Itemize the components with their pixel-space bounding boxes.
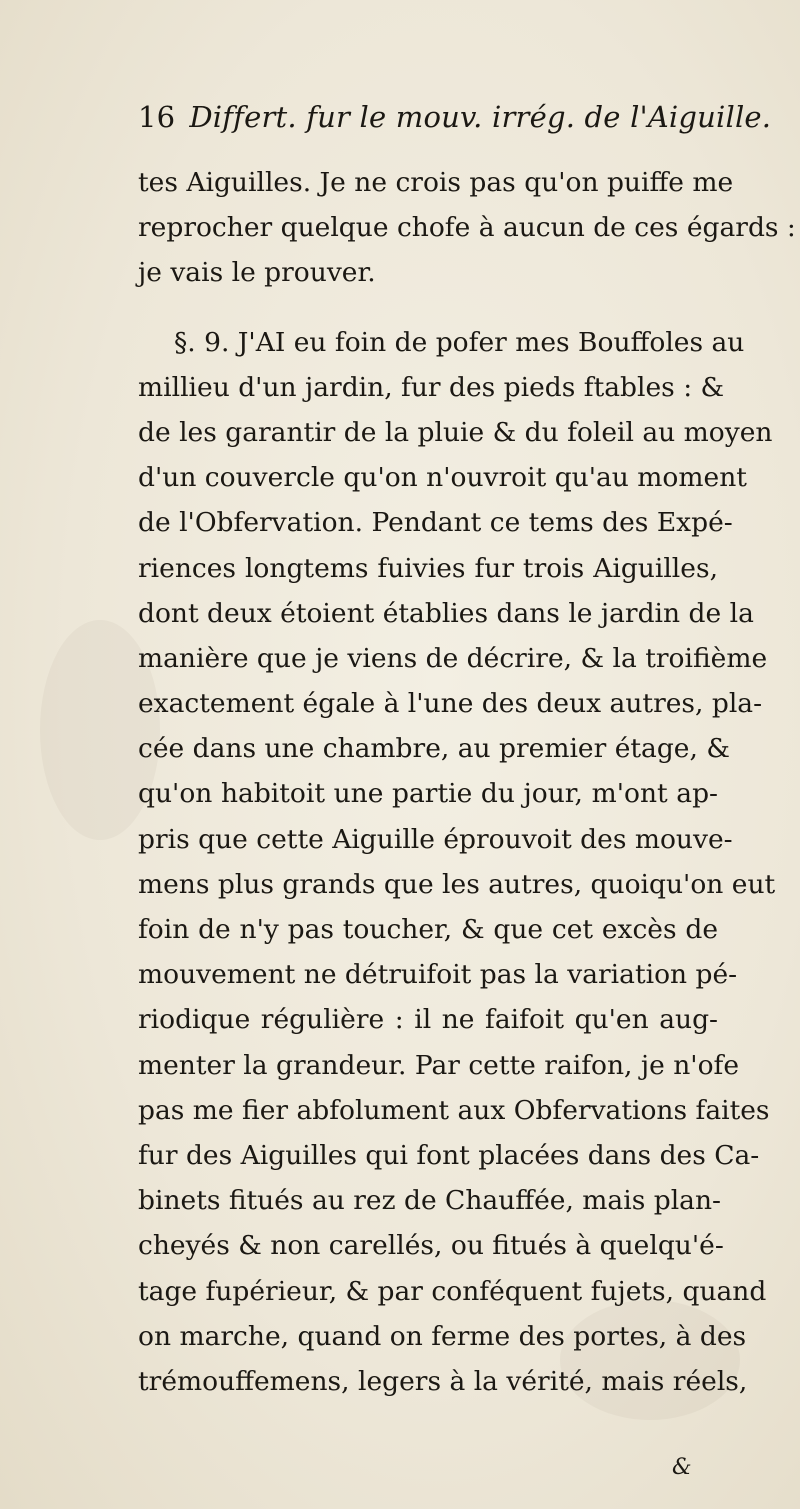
text-line: je vais le prouver.: [138, 257, 376, 289]
text-line: foin de n'y pas toucher, & que cet excès de: [138, 914, 718, 945]
running-title: Differt. fur le mouv. irrég. de l'Aiguille.: [189, 100, 772, 134]
text-line: d'un couvercle qu'on n'ouvroit qu'au moment: [138, 462, 747, 494]
text-block: [138, 160, 796, 1404]
text-line: riences longtems fuivies fur trois Aiguilles,: [138, 552, 718, 584]
text-line: qu'on habitoit une partie du jour, m'ont ap-: [138, 778, 718, 810]
text-line: fur des Aiguilles qui font placées dans des Ca-: [138, 1139, 760, 1171]
text-line: manière que je viens de décrire, & la troifième: [138, 642, 768, 674]
text-line: de les garantir de la pluie & du foleil au moyen: [138, 416, 773, 448]
text-line: menter la grandeur. Par cette raifon, je n'ofe: [138, 1049, 740, 1081]
text-line: reprocher quelque chofe à aucun de ces égards :: [138, 212, 796, 244]
text-line: on marche, quand on ferme des portes, à des: [138, 1320, 747, 1352]
text-line: pas me fier abfolument aux Obfervations faites: [138, 1094, 770, 1126]
text-line: dont deux étoient établies dans le jardin de la: [138, 597, 754, 629]
text-line: riodique régulière : il ne faifoit qu'en aug-: [138, 1004, 718, 1036]
running-head: [138, 100, 772, 134]
text-line: mens plus grands que les autres, quoiqu'on eut: [138, 868, 776, 900]
paragraph-gap: [138, 296, 718, 320]
text-line: pris que cette Aiguille éprouvoit des mouve-: [138, 823, 733, 855]
text-line: de l'Obfervation. Pendant ce tems des Expé-: [138, 507, 733, 539]
text-line: tes Aiguilles. Je ne crois pas qu'on puiffe me: [138, 167, 734, 198]
text-line: millieu d'un jardin, fur des pieds ftables : &: [138, 371, 725, 403]
text-line: tage fupérieur, & par conféquent fujets, quand: [138, 1275, 767, 1307]
text-line: cheyés & non carellés, ou fitués à quelqu'é-: [138, 1230, 724, 1262]
text-line: §. 9. J'AI eu foin de pofer mes Bouffoles au: [174, 326, 745, 358]
paragraph-section-9: [138, 320, 776, 1405]
page-number: 16: [138, 100, 176, 134]
text-line: binets fitués au rez de Chauffée, mais plan-: [138, 1185, 721, 1217]
catchword: &: [672, 1455, 692, 1480]
text-line: mouvement ne détruifoit pas la variation pé-: [138, 959, 738, 991]
text-line: trémouffemens, legers à la vérité, mais réels,: [138, 1365, 748, 1397]
text-line: exactement égale à l'une des deux autres, pla-: [138, 688, 763, 720]
paragraph-continuation: [138, 160, 796, 296]
text-line: cée dans une chambre, au premier étage, &: [138, 733, 730, 765]
